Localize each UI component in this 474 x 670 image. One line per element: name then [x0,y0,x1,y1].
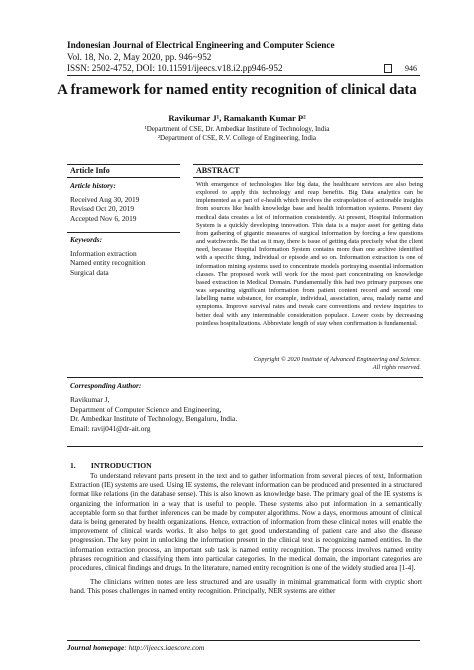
introduction-paragraph-2: The clinicians written notes are less structured and are usually in minimal grammatical form with cryptic short hand. This poses challenges in named entity recognition. Principally, NER systems are either [70,578,422,596]
keyword-1: Information extraction [70,248,137,258]
keyword-3: Surgical data [70,267,109,277]
abstract-top-rule [193,164,423,165]
abstract-text: With emergence of technologies like big data, the healthcare services are also being explored to apply this technology and reap benefits. Big Data analytics can be implemented as a part of e-health which involves the extrapolation of actionable insights from sources like health knowledge base and health information systems. Present day medical data creates a lot of information consistently. At present, Hospital Information System is a quickly developing innovation. This data is a major asset for getting data from gathering of gigantic measures of surgical information by forcing a few questions and watchwords. Be that as it may, there is issue of getting data precisely what the client need, because Hospital Information System contains more than one archive identified with a specific thing, individual or episode and so on. Information extraction is one of information mining systems used to concentrate models portraying essential information classes. The proposed work will work for the most part concentrating on knowledge based extraction in Medical Domain. Fundamentally this had two primary purposes one was separating significant information from patient content record and second one labelling name substance, for example, individual, association, area, malady name and symptoms. Improve survival rates and tweak care conventions and review inquiries to better deal with any interminable consideration populace. Lower costs by decreasing pointless hospitalizations. Abbreviate length of stay when confirmation is fundamental. [196,181,423,327]
affiliations [0,125,474,142]
copyright-line-1: Copyright © 2020 Institute of Advanced Engineering and Science. [253,356,421,363]
page-icon [384,64,392,73]
corresponding-top-rule [67,377,423,378]
introduction-paragraph-1: To understand relevant parts present in the text and to gather information from several pieces of text, Information Extraction (IE) systems are used. Using IE systems, the relevant information can be produced and presented in a structured format like relations (in the database sense). This is also known as knowledge base. The primary goal of the IE systems is organizing the information in a way that is useful to people. These systems also put information in a semantically acceptable form so that further inferences can be made by computer algorithms. Now a days, enormous amount of clinical data is being generated by health organizations. Hence, extraction of information from these clinical notes will enable the improvement of clinical wards works. It also helps to get good understanding of patient care and also the disease progression. The key point in unlocking the information present in the clinical text is recognizing named entities. In the information extraction process, an important sub task is named entity recognition. The process involves named entity phrases recognition and classifying them into particular categories. In the medical domain, the important categories are procedures, clinical findings and drugs. In the literature, named entity recognition is one of the widely studied area [1-4]. [70,472,422,573]
accepted-date: Accepted Nov 6, 2019 [70,213,137,223]
corresponding-heading: Corresponding Author: [70,381,142,390]
volume-line: Vol. 18, No. 2, May 2020, pp. 946~952 [67,51,212,62]
header-rule [67,75,420,76]
affiliation-2: ²Department of CSE, R.V. College of Engineering, India [157,133,317,142]
journal-name: Indonesian Journal of Electrical Engineering and Computer Science [67,40,335,50]
footer-url[interactable]: : http://ijeecs.iaescore.com [124,643,205,652]
article-info-heading: Article Info [70,166,110,175]
revised-date: Revised Oct 20, 2019 [70,204,135,213]
corresponding-bottom-rule [67,446,423,447]
keyword-2: Named entity recognition [70,258,146,267]
issn-line: ISSN: 2502-4752, DOI: 10.11591/ijeecs.v18.i2.pp946-952 [67,63,283,74]
corresponding-email: Email: ravij041@dr-ait.org [70,423,151,433]
footer-label: Journal homepage [67,643,125,652]
corresponding-author [70,381,237,433]
article-info-top-rule [67,164,180,165]
abstract-under-rule [193,177,423,178]
introduction-body [70,472,422,597]
corresponding-line-2: Department of Computer Science and Engineering, [70,404,222,414]
article-info-under-rule [67,177,180,178]
footer [67,643,204,652]
authors: Ravikumar J¹, Ramakanth Kumar P² [168,113,306,123]
footer-rule [67,640,420,641]
corresponding-line-1: Ravikumar J, [70,395,110,405]
journal-header [67,40,335,75]
received-date: Received Aug 30, 2019 [70,194,140,204]
article-history-heading: Article history: [70,181,116,190]
abstract-heading: ABSTRACT [196,166,240,175]
introduction-heading: 1. INTRODUCTION [70,461,152,470]
page-number: 946 [405,64,417,73]
article-history [70,181,139,223]
paper-title: A framework for named entity recognition of clinical data [57,82,417,98]
keywords [70,235,146,277]
affiliation-1: ¹Department of CSE, Dr. Ambedkar Institute of Technology, India [144,125,330,133]
copyright-line-2: All rights reserved. [372,364,421,372]
copyright [196,356,421,372]
keywords-rule [67,232,180,233]
corresponding-line-3: Dr. Ambedkar Institute of Technology, Bengaluru, India. [70,414,238,424]
keywords-heading: Keywords: [70,235,103,244]
